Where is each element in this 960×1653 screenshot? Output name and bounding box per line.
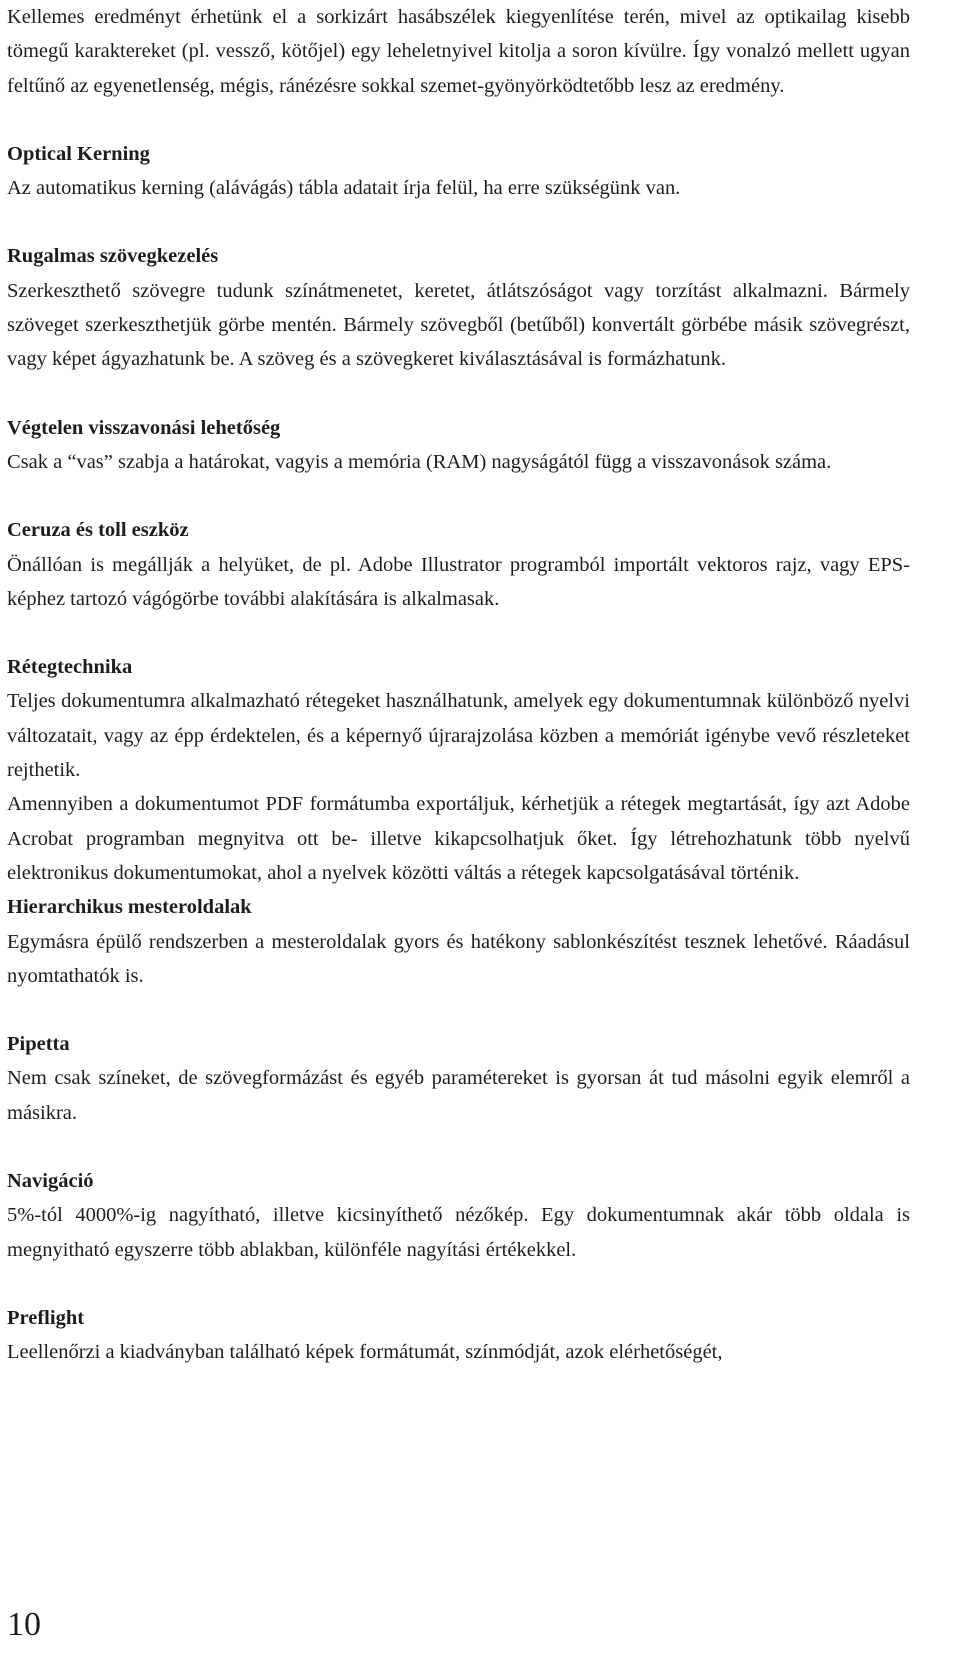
section-paragraph: Az automatikus kerning (alávágás) tábla adatait írja felül, ha erre szükségünk van. (7, 177, 681, 200)
page-number: 10 (7, 1606, 41, 1643)
section-heading: Végtelen visszavonási lehetőség (7, 416, 281, 439)
spacer (7, 479, 910, 513)
spacer (7, 377, 910, 411)
section-paragraph: Szerkeszthető szövegre tudunk színátmenetet, keretet, átlátszóságot vagy torzítást alkalmazni. Bármely szöveget szerkeszthetjük görbe mentén. Bármely szövegből (betűből) konvertált görbébe másik szövegrészt, vagy képet ágyazhatunk be. A szöveg és a szövegkeret kiválasztásával is formázhatunk. (7, 279, 910, 371)
section-vegtelen-visszavonas (7, 411, 910, 480)
spacer (7, 1130, 910, 1164)
section-pipetta (7, 1027, 910, 1130)
section-heading: Hierarchikus mesteroldalak (7, 896, 252, 919)
section-paragraph: Nem csak színeket, de szövegformázást és egyéb paramétereket is gyorsan át tud másolni egyik elemről a másikra. (7, 1067, 910, 1124)
section-navigacio (7, 1164, 910, 1267)
intro-paragraph: Kellemes eredményt érhetünk el a sorkizárt hasábszélek kiegyenlítése terén, mivel az optikailag kisebb tömegű karaktereket (pl. vessző, kötőjel) egy leheletnyivel kitolja a soron kívülre. Így vonalzó mellett ugyan feltűnő az egyenetlenség, mégis, ránézésre sokkal szemet-gyönyörködtetőbb lesz az eredmény. (7, 6, 910, 97)
section-paragraph: Leellenőrzi a kiadványban található képek formátumát, színmódját, azok elérhetőségét, (7, 1341, 723, 1364)
section-retegtechnika (7, 650, 910, 890)
section-paragraph: Amennyiben a dokumentumot PDF formátumba exportáljuk, kérhetjük a rétegek megtartását, így azt Adobe Acrobat programban megnyitva ott be- illetve kikapcsolhatjuk őket. Így létrehozhatunk több nyelvű elektronikus dokumentumokat, ahol a nyelvek közötti váltás a rétegek kapcsolgatásával történik. (7, 793, 910, 884)
section-rugalmas-szovegkezeles (7, 239, 910, 376)
section-heading: Optical Kerning (7, 142, 150, 165)
document-page (7, 0, 910, 1370)
section-paragraph: Önállóan is megállják a helyüket, de pl. Adobe Illustrator programból importált vektoros rajz, vagy EPS-képhez tartozó vágógörbe további alakítására is alkalmasak. (7, 553, 910, 610)
spacer (7, 1267, 910, 1301)
section-heading: Rugalmas szövegkezelés (7, 245, 219, 268)
spacer (7, 205, 910, 239)
spacer (7, 993, 910, 1027)
section-paragraph: 5%-tól 4000%-ig nagyítható, illetve kicsinyíthető nézőkép. Egy dokumentumnak akár több oldala is megnyitható egyszerre több ablakban, különféle nagyítási értékekkel. (7, 1204, 910, 1261)
section-paragraph: Teljes dokumentumra alkalmazható rétegeket használhatunk, amelyek egy dokumentumnak különböző nyelvi változatait, vagy az épp érdektelen, és a képernyő újrarajzolása közben a memóriát igénybe vevő részleteket rejthetik. (7, 690, 910, 782)
section-heading: Preflight (7, 1306, 85, 1329)
section-preflight (7, 1301, 910, 1370)
section-paragraph: Egymásra épülő rendszerben a mesteroldalak gyors és hatékony sablonkészítést tesznek lehetővé. Ráadásul nyomtathatók is. (7, 930, 910, 987)
section-heading: Pipetta (7, 1033, 70, 1056)
section-paragraph: Csak a “vas” szabja a határokat, vagyis a memória (RAM) nagyságától függ a visszavonások száma. (7, 450, 832, 473)
section-heading: Navigáció (7, 1170, 94, 1193)
section-hierarchikus-mesteroldalak (7, 890, 910, 993)
section-optical-kerning (7, 137, 910, 206)
spacer (7, 103, 910, 137)
section-heading: Ceruza és toll eszköz (7, 519, 189, 542)
section-heading: Rétegtechnika (7, 656, 133, 679)
section-ceruza-es-toll (7, 513, 910, 616)
spacer (7, 616, 910, 650)
